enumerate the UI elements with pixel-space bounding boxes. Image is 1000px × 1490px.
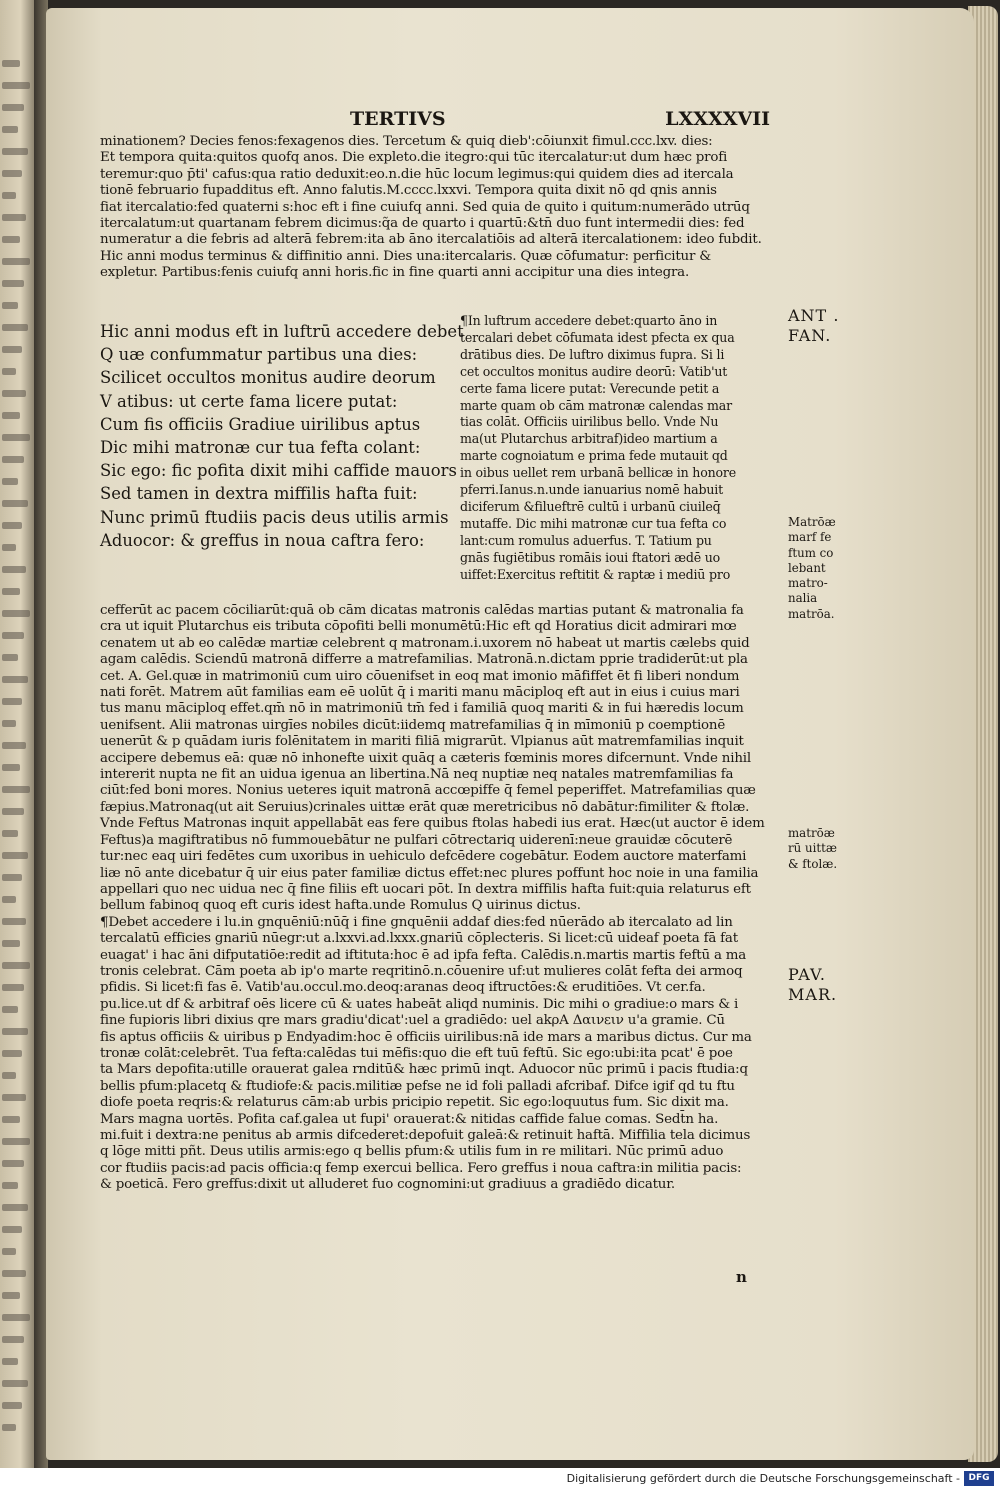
text-line: fis aptus officiis & uiribus p Endyadim:hoc ē officiis uirilibus:nā ide mars a maribus dictus. Cur ma <box>100 1029 752 1045</box>
facing-page-text-fragment <box>2 478 18 485</box>
facing-page-text-fragment <box>2 346 22 353</box>
text-line: uenerūt & p quādam iuris folēnitatem in mariti filiā migrarūt. Vlpianus aūt matremfamilias inquit <box>100 734 744 750</box>
verse-line: Hic anni modus eft in luftrū accedere debet <box>100 322 464 341</box>
text-line: fine fupioris libri dixius qre mars gradiu'dicat':uel a gradiēdo: uel akρA Δαινειν u'a gramie. Cū <box>100 1013 725 1029</box>
verse-line: Aduocor: & greffus in noua caftra fero: <box>100 530 425 550</box>
facing-page-text-fragment <box>2 654 18 661</box>
facing-page-text-fragment <box>2 852 28 859</box>
facing-page-text-fragment <box>2 1006 18 1013</box>
verse-line: Nunc primū ftudiis pacis deus utilis armis <box>100 507 449 527</box>
margin-line: ftum co <box>788 545 834 560</box>
facing-page-text-fragment <box>2 1402 22 1409</box>
marginal-note-ant-fan <box>788 306 839 346</box>
facing-page-text-fragment <box>2 984 24 991</box>
text-line: ciūt:fed boni mores. Nonius ueteres iquit matronā accœpiffe q̄ femel peperiffet. Matrefamilias quæ <box>100 783 756 799</box>
folio-number: LXXXXVII <box>665 108 770 130</box>
margin-line: ANT . <box>788 306 840 325</box>
text-line: Hic anni modus terminus & diffinitio anni. Dies una:itercalaris. Quæ cōfumatur: perficitur & <box>100 248 711 264</box>
facing-page-text-fragment <box>2 324 28 331</box>
text-line: & poeticā. Fero greffus:dixit ut alluderet fuo cognomini:ut gradiuus a gradiēdo dicatur. <box>100 1177 675 1193</box>
text-line: q lōge mitti pñt. Deus utilis armis:ego q bellis pfum:& utilis fum in re militari. Nūc primū aduo <box>100 1144 724 1160</box>
text-line: cra ut iquit Plutarchus eis tributa cōpofiti belli monumētū:Hic eft qd Horatius dicit admirari mœ <box>100 619 737 635</box>
facing-page-text-fragment <box>2 720 16 727</box>
footer-bar <box>0 1468 1000 1490</box>
left-page-edge <box>0 0 34 1468</box>
facing-page-text-fragment <box>2 1072 16 1079</box>
facing-page-text-fragment <box>2 1358 18 1365</box>
text-line: expletur. Partibus:fenis cuiufq anni horis.fic in fine quarti anni accipitur una dies integra. <box>100 265 690 281</box>
text-line: cefferūt ac pacem cōciliarūt:quā ob cām dicatas matronis calēdas martias putant & matronalia fa <box>100 603 744 618</box>
facing-page-text-fragment <box>2 412 20 419</box>
text-line: liæ nō ante dicebatur q̄ uir eius pater familiæ dictus effet:nec plures poffunt hoc noie in una familia <box>100 865 759 881</box>
text-line: Mars magna uortēs. Pofita caf.galea ut fupi' orauerat:& nitidas caffide falue comas. Sedt̄n ha. <box>100 1111 719 1127</box>
facing-page-text-fragment <box>2 896 16 903</box>
text-line: ma(ut Plutarchus arbitraf)ideo martium a <box>460 431 718 447</box>
text-line: numeratur a die febris ad alterā febrem:ita ab āno itercalatiōis ad alterā itercalationem: ideo fubdit. <box>100 232 762 248</box>
text-line: gnās fugiētibus romāis ioui ftatori ædē uo <box>460 549 721 565</box>
facing-page-text-fragment <box>2 764 20 771</box>
text-line: tias colāt. Officiis uirilibus bello. Vnde Nu <box>460 414 719 430</box>
facing-page-text-fragment <box>2 1094 26 1101</box>
verse-line: Q uæ confummatur partibus una dies: <box>100 345 418 365</box>
signature-mark: n <box>736 1268 747 1286</box>
text-line: diciferum &filueftrē cultū i urbanū ciuileq̄ <box>460 498 721 514</box>
facing-page-text-fragment <box>2 940 20 947</box>
text-line: tronis celebrat. Cām poeta ab ip'o marte reqritinō.n.cōuenire uf:ut mulieres colāt fefta dei armoq <box>100 963 743 979</box>
text-line: itercalatum:ut quartanam febrem dicimus:q̃a de quarto i quartū:&tn̄ duo funt intermedii dies: fed <box>100 216 745 232</box>
margin-line: nalia <box>788 591 818 606</box>
facing-page-text-fragment <box>2 1116 20 1123</box>
commentary-top <box>100 134 790 282</box>
facing-page-text-fragment <box>2 1138 30 1145</box>
marginal-note-pau-mar <box>788 965 837 1005</box>
text-line: tus manu māciploq effet.qm̄ nō in matrimoniū tm̄ fed i familiā quoq mariti & in fui hæredis locum <box>100 701 744 717</box>
facing-page-text-fragment <box>2 698 22 705</box>
text-line: tur:nec eaq uiri fedētes cum uxoribus in uehiculo defcēdere cogebātur. Eodem auctore materfami <box>100 849 747 865</box>
facing-page-text-fragment <box>2 1248 16 1255</box>
text-line: mutaffe. Dic mihi matronæ cur tua fefta co <box>460 515 727 531</box>
facing-page-text-fragment <box>2 1182 18 1189</box>
text-line: certe fama licere putat: Verecunde petit a <box>460 380 720 396</box>
text-line: euagat' i hac āni difputatiōe:redit ad iftituta:hoc ē ad ipfa fefta. Calēdis.n.martis martis feftū a ma <box>100 947 747 963</box>
margin-line: matro- <box>788 576 828 591</box>
verse-line: Sic ego: fic pofita dixit mihi caffide mauors <box>100 461 457 481</box>
facing-page-text-fragment <box>2 522 22 529</box>
text-line: minationem? Decies fenos:fexagenos dies. Tercetum & quiq dieb':cōiunxit fimul.ccc.lxv. dies: <box>100 134 713 149</box>
text-line: ta Mars depofita:utille orauerat galea rnditū& hæc primū inqt. Aduocor nūc primū i pacis ftudia:q <box>100 1062 748 1078</box>
facing-page-text-fragment <box>2 1424 16 1431</box>
facing-page-text-fragment <box>2 632 24 639</box>
text-line: cet. A. Gel.quæ in matrimoniū cum uiro cōuenifset in eoq mat imonio māfiffet ēt fi liberi nondum <box>100 668 740 684</box>
margin-line: Matrōæ <box>788 515 836 529</box>
facing-page-text-fragment <box>2 500 28 507</box>
margin-line: rū uittæ <box>788 841 837 856</box>
facing-page-text-fragment <box>2 1160 24 1167</box>
text-line: nati forēt. Matrem aūt familias eam eē uolūt q̄ i mariti manu māciploq eft aut in eius i cuius mari <box>100 685 740 701</box>
text-line: in oibus uellet rem urbanā bellicæ in honore <box>460 465 736 481</box>
facing-page-text-fragment <box>2 676 28 683</box>
margin-line: & ftolæ. <box>788 856 838 871</box>
facing-page-text-fragment <box>2 962 30 969</box>
text-line: bellis pfum:placetq & ftudiofe:& pacis.militiæ pefse ne id foli palladi afcribaf. Difce igif qd tu ftu <box>100 1078 735 1094</box>
commentary-right <box>460 313 785 584</box>
text-line: drātibus dies. De luftro diximus fupra. Si li <box>460 346 725 362</box>
text-line: fiat itercalatio:fed quaterni s:hoc eft i fine cuiufq anni. Sed quia de quito i quitum:numerādo utrūq <box>100 199 750 215</box>
facing-page-text-fragment <box>2 1050 22 1057</box>
facing-page-text-fragment <box>2 808 24 815</box>
verse-line: Cum fis officiis Gradiue uirilibus aptus <box>100 414 421 434</box>
margin-line: lebant <box>788 560 826 575</box>
text-line: ¶Debet accedere i lu.in gnquēniū:nūq̄ i fine gnquēnii addaf dies:fed nūerādo ab itercalato ad lin <box>100 914 733 930</box>
facing-page-text-fragment <box>2 544 16 551</box>
facing-page-text-fragment <box>2 192 16 199</box>
text-line: cet occultos monitus audire deorū: Vatib'ut <box>460 363 728 379</box>
margin-line: MAR. <box>788 985 838 1004</box>
facing-page-text-fragment <box>2 1204 28 1211</box>
facing-page-text-fragment <box>2 918 26 925</box>
facing-page-text-fragment <box>2 1292 20 1299</box>
marginal-note-stolae <box>788 826 837 872</box>
facing-page-text-fragment <box>2 214 26 221</box>
facing-page-text-fragment <box>2 742 26 749</box>
text-line: Feftus)a magiftratibus nō fummouebātur ne pulfari cōtrectariq uiderenī:neue grauidæ cōcuterē <box>100 832 733 848</box>
margin-line: marf fe <box>788 530 832 545</box>
text-line: teremur:quo p̄ti' cafus:qua ratio deduxit:eo.n.die hūc locum legimus:qui quidem dies ad itercala <box>100 166 734 182</box>
facing-page-text-fragment <box>2 874 22 881</box>
marginal-note-matronae <box>788 515 836 622</box>
verse-line: Sed tamen in dextra miffilis hafta fuit: <box>100 484 418 504</box>
facing-page-text-fragment <box>2 566 26 573</box>
text-line: tionē februario fupadditus eft. Anno falutis.M.cccc.lxxvi. Tempora quita dixit nō qd qnis annis <box>100 183 717 199</box>
text-line: cor ftudiis pacis:ad pacis officia:q femp exercui bellica. Fero greffus i noua caftra:in militia pacis: <box>100 1160 742 1176</box>
facing-page-text-fragment <box>2 1270 26 1277</box>
facing-page-text-fragment <box>2 368 16 375</box>
text-line: Et tempora quita:quitos quofq anos. Die expleto.die itegro:qui tūc itercalatur:ut dum hæc profi <box>100 150 728 166</box>
verse-block <box>100 320 464 552</box>
verse-line: Scilicet occultos monitus audire deorum <box>100 368 436 388</box>
footer-credit: Digitalisierung gefördert durch die Deutsche Forschungsgemeinschaft - <box>566 1472 960 1485</box>
dfg-logo: DFG <box>964 1471 994 1486</box>
commentary-main <box>100 603 790 1194</box>
text-line: uiffet:Exercitus reftitit & raptæ i mediū pro <box>460 566 731 582</box>
text-line: pfidis. Si licet:fi fas ē. Vatib'au.occul.mo.deoq:aranas deoq iftructōes:& eruditiōes. Vt cer.fa. <box>100 980 706 996</box>
verse-line: Dic mihi matronæ cur tua fefta colant: <box>100 438 421 458</box>
margin-line: PAV. <box>788 965 826 984</box>
margin-line: FAN. <box>788 326 832 345</box>
text-line: pu.lice.ut df & arbitraf oēs licere cū & uates habeāt aliqd numinis. Dic mihi o gradiue:o mars & i <box>100 996 739 1012</box>
text-line: tercalatū efficies gnariū nūegr:ut a.lxxvi.ad.lxxx.gnariū cōplecteris. Si licet:cū uideaf poeta fā fat <box>100 931 738 947</box>
text-line: mi.fuit i dextra:ne penitus ab armis difcederet:depofuit galeā:& retinuit haftā. Miffilia tela dicimus <box>100 1128 751 1143</box>
text-line: tronæ colāt:celebrēt. Tua fefta:calēdas tui mēfis:quo die eft tuū feftū. Sic ego:ubi:ita pcat' ē poe <box>100 1045 733 1061</box>
margin-line: matrōa. <box>788 606 835 621</box>
facing-page-text-fragment <box>2 786 30 793</box>
facing-page-text-fragment <box>2 280 24 287</box>
running-head <box>350 108 770 134</box>
facing-page-text-fragment <box>2 588 20 595</box>
text-line: cenatem ut ab eo calēdæ martiæ celebrent q matronam.i.uxorem nō habeat ut martis cælebs quid <box>100 635 750 651</box>
facing-page-text-fragment <box>2 1314 30 1321</box>
facing-page-text-fragment <box>2 1380 28 1387</box>
facing-page-text-fragment <box>2 434 30 441</box>
text-line: accipere debemus eā: quæ nō inhonefte uixit quāq a cæteris fœminis mores difcernunt. Vnde nihil <box>100 750 751 766</box>
text-line: lant:cum romulus aduerfus. T. Tatium pu <box>460 532 712 548</box>
facing-page-text-fragment <box>2 170 22 177</box>
facing-page-text-fragment <box>2 126 18 133</box>
text-line: pferri.Ianus.n.unde ianuarius nomē habuit <box>460 482 723 498</box>
facing-page-text-fragment <box>2 148 28 155</box>
text-line: ¶In luftrum accedere debet:quarto āno in <box>460 313 718 328</box>
text-line: appellari quo nec uidua nec q̄ fine filiis eft uocari pōt. In dextra miffilis hafta fuit:quia relaturus eft <box>100 881 751 897</box>
text-line: uenifsent. Alii matronas uirgīes nobiles dicūt:iidemq matrefamilias q̄ in mīmoniū p coemptionē <box>100 717 726 733</box>
facing-page-text-fragment <box>2 82 30 89</box>
verse-line: V atibus: ut certe fama licere putat: <box>100 391 398 411</box>
facing-page-text-fragment <box>2 1336 24 1343</box>
running-head-title: TERTIVS <box>350 108 446 130</box>
facing-page-text-fragment <box>2 456 24 463</box>
facing-page-text-fragment <box>2 236 20 243</box>
text-line: marte cognoiatum e prima fede mutauit qd <box>460 448 728 464</box>
facing-page-text-fragment <box>2 60 20 67</box>
text-line: Vnde Feftus Matronas inquit appellabāt eas fere quibus ftolas habedi ius erat. Hæc(ut auctor ē idem <box>100 816 765 832</box>
text-line: agam calēdis. Sciendū matronā differre a matrefamilias. Matronā.n.dictam pprie tradiderūt:ut pla <box>100 652 748 668</box>
facing-page-text-fragment <box>2 1226 22 1233</box>
text-line: intererit nupta ne fit an uidua igenua an libertina.Nā neq nuptiæ neq natales matremfamilias fa <box>100 767 734 783</box>
facing-page-text-fragment <box>2 390 26 397</box>
text-line: tercalari debet cōfumata idest pfecta ex qua <box>460 329 735 345</box>
margin-line: matrōæ <box>788 826 835 840</box>
text-line: bellum fabinoq quoq eft curis idest hafta.unde Romulus Q uirinus dictus. <box>100 898 581 914</box>
text-line: fæpius.Matronaq(ut ait Seruius)crinales uittæ erāt quæ meretricibus nō dabātur:fimiliter & ftolæ. <box>100 799 750 815</box>
facing-page-text-fragment <box>2 302 18 309</box>
facing-page-text-fragment <box>2 610 30 617</box>
text-line: diofe poeta reqris:& relaturus cām:ab urbis pricipio repetit. Sic ego:loquutus fum. Sic dixit ma. <box>100 1095 729 1111</box>
facing-page-text-fragment <box>2 1028 28 1035</box>
text-line: marte quam ob cām matronæ calendas mar <box>460 397 732 413</box>
facing-page-text-fragment <box>2 104 24 111</box>
facing-page-text-fragment <box>2 830 18 837</box>
facing-page-text-fragment <box>2 258 30 265</box>
